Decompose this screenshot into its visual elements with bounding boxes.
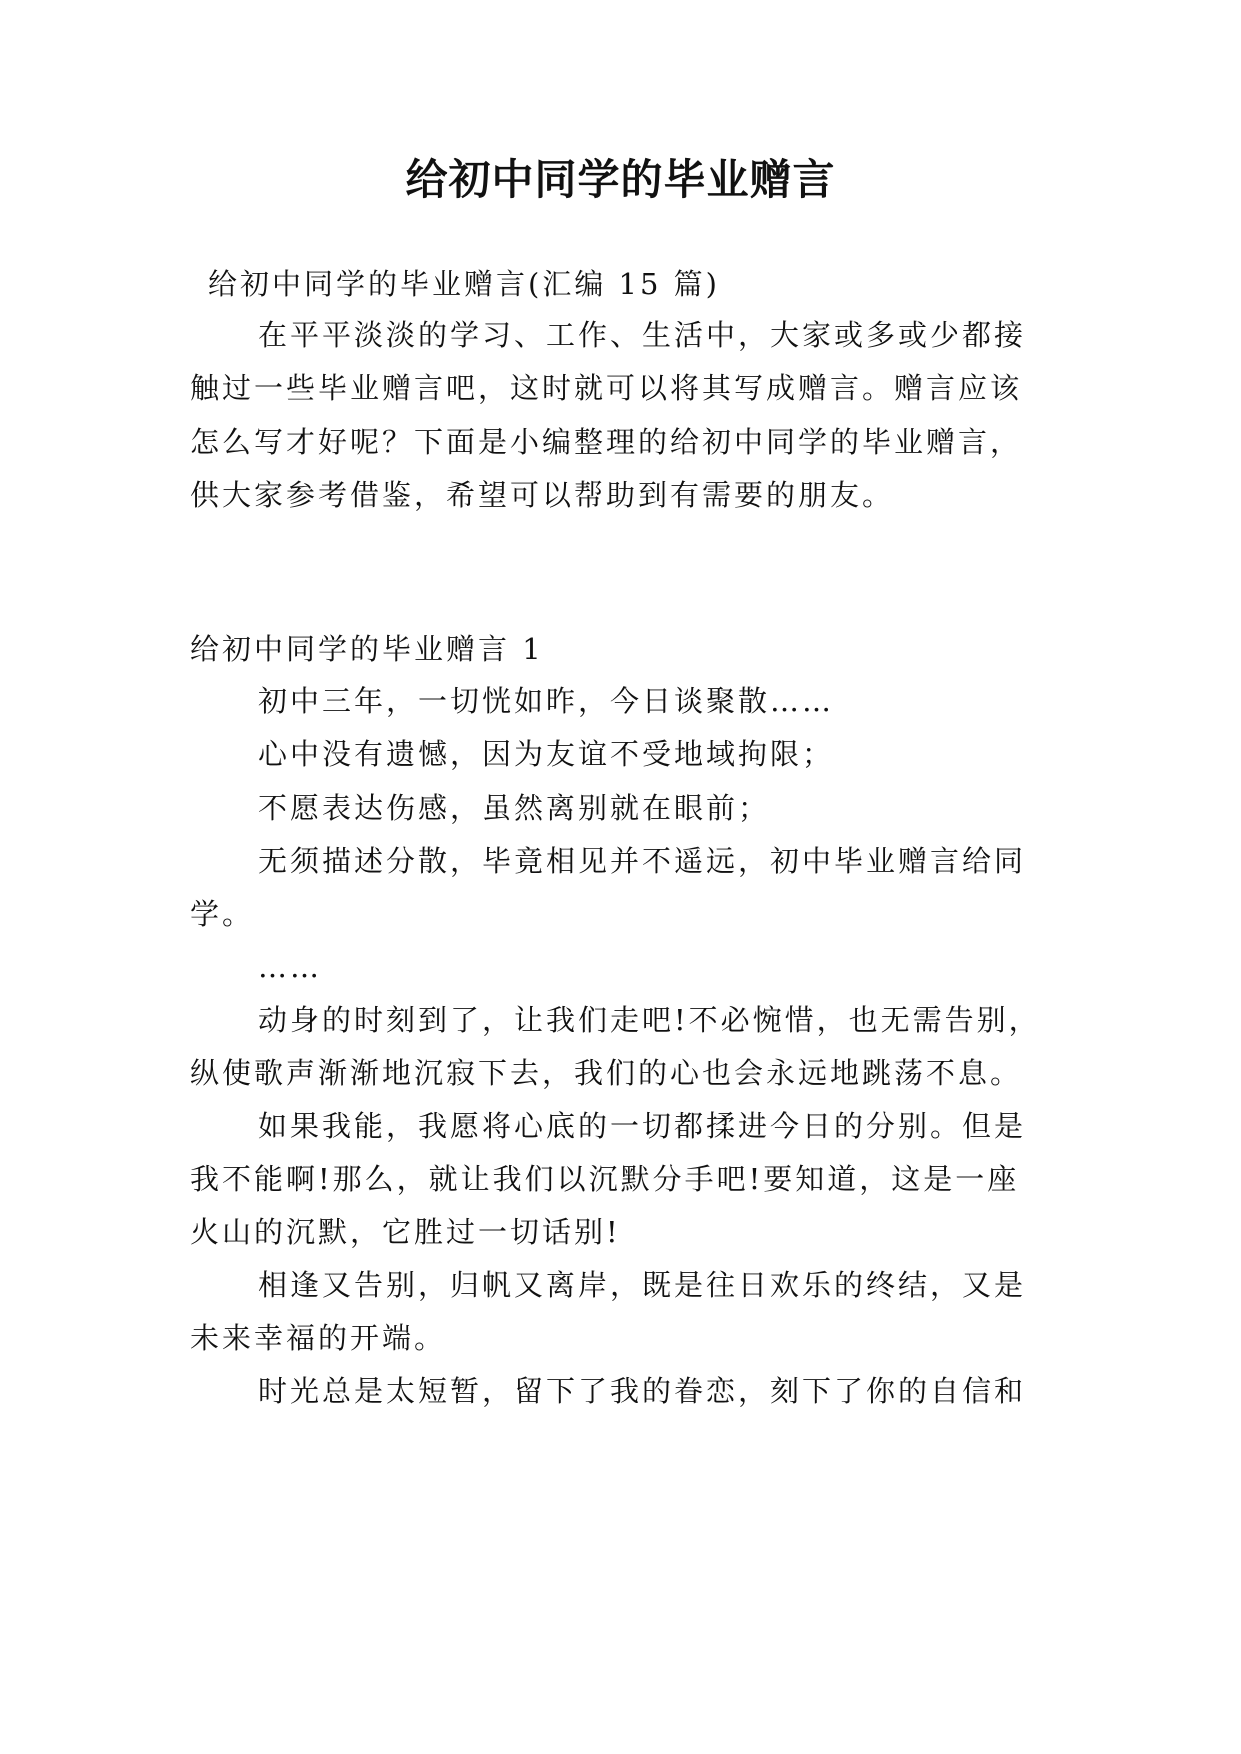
document-subtitle: 给初中同学的毕业赠言(汇编 15 篇) xyxy=(208,267,720,301)
body-line: 初中三年，一切恍如昨，今日谈聚散…… xyxy=(258,684,835,718)
document-title: 给初中同学的毕业赠言 xyxy=(405,155,836,204)
body-line: 我不能啊!那么，就让我们以沉默分手吧!要知道，这是一座 xyxy=(190,1162,1020,1196)
body-line: 动身的时刻到了，让我们走吧!不必惋惜，也无需告别， xyxy=(258,1003,1041,1037)
body-line: 纵使歌声渐渐地沉寂下去，我们的心也会永远地跳荡不息。 xyxy=(190,1056,1023,1090)
intro-line: 触过一些毕业赠言吧，这时就可以将其写成赠言。赠言应该 xyxy=(190,371,1023,405)
body-line: 时光总是太短暂，留下了我的眷恋，刻下了你的自信和 xyxy=(258,1374,1027,1408)
section-heading: 给初中同学的毕业赠言 1 xyxy=(190,632,544,666)
body-line: 如果我能，我愿将心底的一切都揉进今日的分别。但是 xyxy=(258,1109,1027,1143)
body-line: 相逢又告别，归帆又离岸，既是往日欢乐的终结，又是 xyxy=(258,1268,1027,1302)
body-line: 火山的沉默，它胜过一切话别! xyxy=(190,1215,621,1249)
body-line: 未来幸福的开端。 xyxy=(190,1321,447,1355)
body-line: 心中没有遗憾，因为友谊不受地域拘限； xyxy=(258,737,835,771)
body-line: 学。 xyxy=(190,897,255,931)
intro-line: 供大家参考借鉴，希望可以帮助到有需要的朋友。 xyxy=(190,478,895,512)
body-line: 无须描述分散，毕竟相见并不遥远，初中毕业赠言给同 xyxy=(258,844,1027,878)
body-line: 不愿表达伤感，虽然离别就在眼前； xyxy=(258,791,771,825)
intro-line: 怎么写才好呢？下面是小编整理的给初中同学的毕业赠言， xyxy=(190,425,1023,459)
intro-line: 在平平淡淡的学习、工作、生活中，大家或多或少都接 xyxy=(258,318,1027,352)
body-line: …… xyxy=(258,950,322,984)
